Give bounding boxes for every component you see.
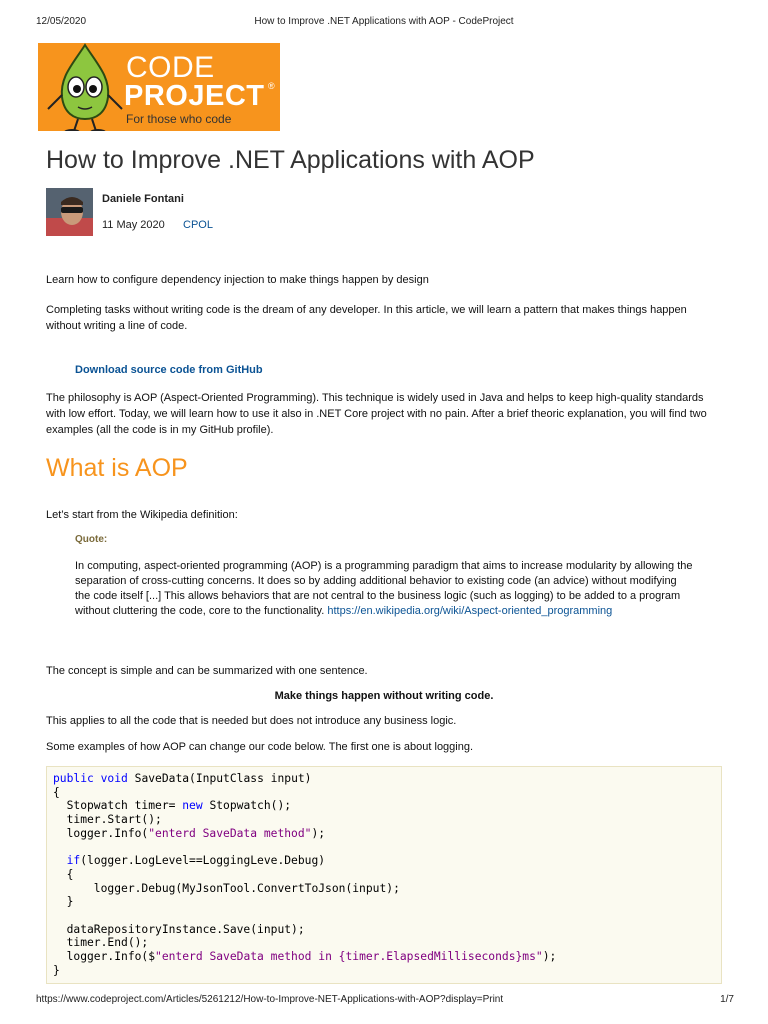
quote-label: Quote:	[75, 534, 108, 545]
code-string: "enterd SaveData method in {timer.ElapsedMilliseconds}ms"	[155, 950, 543, 964]
code-keyword: public	[53, 772, 94, 785]
codeproject-logo[interactable]	[38, 43, 280, 131]
code-text: }	[53, 895, 74, 909]
code-text: );	[311, 826, 326, 840]
concept-paragraph: The concept is simple and can be summarized with one sentence.	[46, 665, 368, 677]
code-text: dataRepositoryInstance.Save(input);	[53, 922, 305, 936]
examples-paragraph: Some examples of how AOP can change our code below. The first one is about logging.	[46, 741, 474, 753]
code-text: timer.Start();	[53, 813, 162, 827]
code-text: {	[53, 785, 60, 799]
code-block	[46, 766, 722, 984]
code-text: (logger.LogLevel==LoggingLeve.Debug)	[80, 854, 326, 868]
bob-mascot-icon	[40, 43, 130, 131]
article-summary: Learn how to configure dependency injection to make things happen by design	[46, 274, 429, 286]
download-source-link[interactable]: Download source code from GitHub	[75, 364, 263, 376]
code-text: }	[53, 963, 60, 977]
code-text: Stopwatch timer=	[53, 799, 183, 813]
emphasis-sentence: Make things happen without writing code.	[274, 690, 494, 702]
section-heading: What is AOP	[46, 454, 188, 482]
code-text: timer.End();	[53, 936, 149, 950]
logo-tagline: For those who code	[126, 112, 232, 126]
publish-date: 11 May 2020	[102, 219, 165, 231]
philosophy-paragraph: The philosophy is AOP (Aspect-Oriented Programming). This technique is widely used in Java and helps to keep high-quality standards with low effort. Today, we will learn how to use it also in .NET Core project with no pain. After a brief theoric explanation, you will find two examples (all the code is in my GitHub profile).	[46, 392, 707, 436]
logo-code-word: CODE	[126, 51, 215, 84]
license-link[interactable]: CPOL	[183, 219, 213, 231]
print-page-title: How to Improve .NET Applications with AOP - CodeProject	[254, 16, 514, 27]
quote-block	[75, 559, 695, 619]
applies-paragraph: This applies to all the code that is needed but does not introduce any business logic.	[46, 715, 457, 727]
print-url: https://www.codeproject.com/Articles/5261212/How-to-Improve-NET-Applications-with-AOP?display=Print	[36, 994, 504, 1005]
code-keyword: if	[66, 854, 81, 868]
intro-paragraph: Completing tasks without writing code is the dream of any developer. In this article, we will learn a pattern that makes things happen without writing a line of code.	[46, 304, 687, 332]
wikipedia-link[interactable]: https://en.wikipedia.org/wiki/Aspect-oriented_programming	[327, 605, 613, 617]
code-text: SaveData(InputClass input)	[127, 772, 312, 785]
article-title: How to Improve .NET Applications with AOP	[46, 146, 535, 174]
code-text: Stopwatch();	[202, 799, 292, 813]
registered-mark: ®	[268, 81, 275, 91]
author-photo-icon	[46, 188, 93, 236]
code-content	[53, 772, 556, 978]
code-text: {	[53, 867, 74, 881]
code-keyword: new	[182, 799, 203, 813]
author-avatar[interactable]	[46, 188, 93, 236]
print-date: 12/05/2020	[36, 16, 87, 27]
page-number: 1/7	[720, 994, 734, 1005]
code-text: logger.Debug(MyJsonTool.ConvertToJson(input);	[53, 881, 400, 895]
logo-project-word: PROJECT	[124, 80, 265, 112]
wikipedia-intro: Let’s start from the Wikipedia definition:	[46, 509, 238, 521]
code-text: logger.Info(	[53, 826, 149, 840]
code-text: logger.Info($	[53, 950, 156, 964]
code-string: "enterd SaveData method"	[148, 826, 312, 840]
author-name[interactable]: Daniele Fontani	[102, 193, 184, 205]
quote-text: In computing, aspect-oriented programming (AOP) is a programming paradigm that aims to increase modularity by allowing the separation of cross-cutting concerns. It does so by adding additional behavior to existing code (an advice) without modifying the code itself [...] This allows behaviors that are not central to the business logic (such as logging) to be added to a program without cluttering the code, core to the functionality.	[75, 560, 693, 617]
code-text: );	[542, 950, 557, 964]
code-keyword: void	[100, 772, 128, 785]
